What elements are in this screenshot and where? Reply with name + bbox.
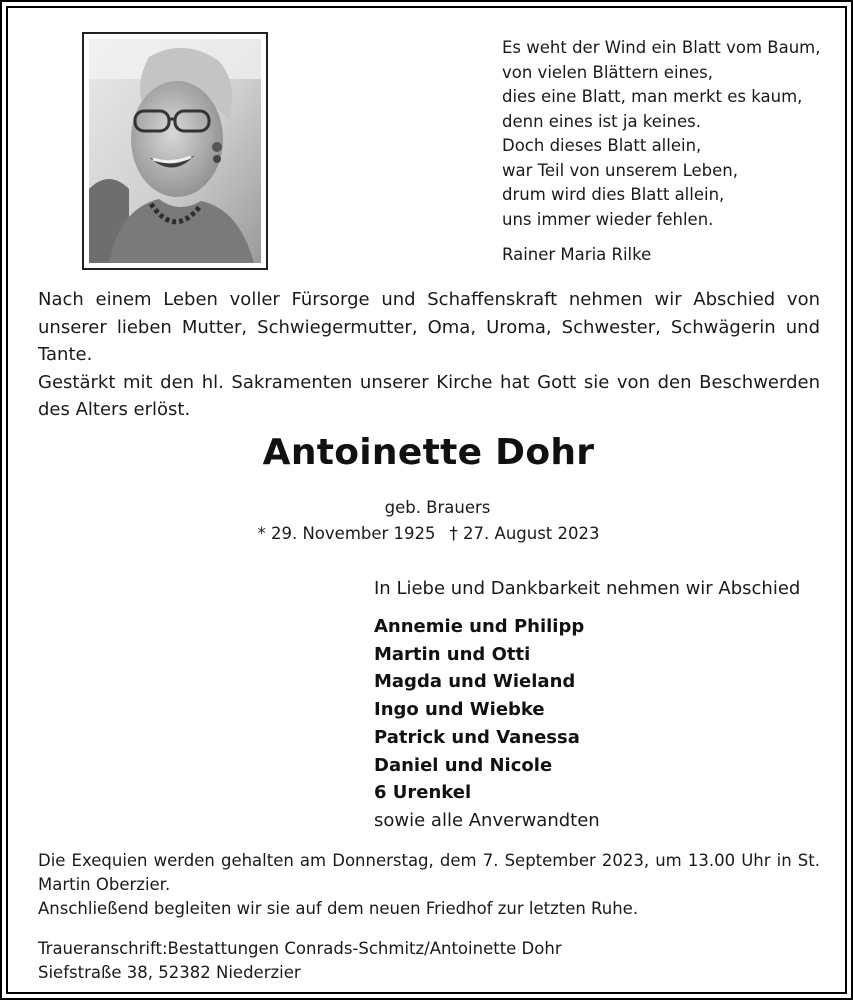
mourner-name: Magda und Wieland: [374, 671, 576, 693]
poem-line: Doch dieses Blatt allein,: [502, 136, 702, 155]
intro-paragraph: Gestärkt mit den hl. Sakramenten unserer Kirche hat Gott sie von den Beschwerden des Alters erlöst.: [38, 371, 820, 420]
intro-text: [38, 286, 820, 424]
poem-line: drum wird dies Blatt allein,: [502, 185, 725, 204]
poem-author: Rainer Maria Rilke: [502, 245, 652, 264]
mourner-name: 6 Urenkel: [374, 782, 472, 804]
portrait-image: [89, 39, 261, 263]
intro-paragraph: Nach einem Leben voller Fürsorge und Schaffenskraft nehmen wir Abschied von unserer lieben Mutter, Schwiegermutter, Oma, Uroma, Schwester, Schwägerin und Tante.: [38, 289, 820, 365]
mourner-name: Ingo und Wiebke: [374, 699, 545, 721]
relatives-line: sowie alle Anverwandten: [374, 809, 600, 831]
service-info: [38, 849, 820, 921]
poem-line: Es weht der Wind ein Blatt vom Baum,: [502, 38, 821, 57]
farewell-line: In Liebe und Dankbarkeit nehmen wir Abschied: [374, 578, 801, 599]
poem-line: uns immer wieder fehlen.: [502, 209, 714, 229]
mourner-name: Annemie und Philipp: [374, 616, 585, 637]
birth-name: geb. Brauers: [384, 498, 491, 517]
address-line: Siefstraße 38, 52382 Niederzier: [38, 963, 301, 982]
poem-line: dies eine Blatt, man merkt es kaum,: [502, 87, 803, 106]
poem: [502, 36, 832, 268]
birth-date: * 29. November 1925: [257, 524, 436, 543]
poem-line: von vielen Blättern eines,: [502, 62, 713, 82]
mourner-name: Patrick und Vanessa: [374, 726, 580, 748]
life-dates: [2, 524, 853, 543]
mourners-list: [374, 613, 600, 835]
mourner-name: Martin und Otti: [374, 643, 531, 665]
service-paragraph: Anschließend begleiten wir sie auf dem neuen Friedhof zur letzten Ruhe.: [38, 899, 639, 918]
portrait-photo: [82, 32, 268, 270]
service-paragraph: Die Exequien werden gehalten am Donnerstag, dem 7. September 2023, um 13.00 Uhr in St. Martin Oberzier.: [38, 851, 820, 894]
poem-line: war Teil von unserem Leben,: [502, 160, 738, 180]
death-date: † 27. August 2023: [449, 524, 600, 543]
mourning-address: [38, 937, 820, 985]
address-line: Traueranschrift:Bestattungen Conrads-Schmitz/Antoinette Dohr: [38, 939, 562, 958]
deceased-name: Antoinette Dohr: [262, 432, 595, 473]
poem-line: denn eines ist ja keines.: [502, 111, 701, 131]
mourner-name: Daniel und Nicole: [374, 754, 553, 776]
